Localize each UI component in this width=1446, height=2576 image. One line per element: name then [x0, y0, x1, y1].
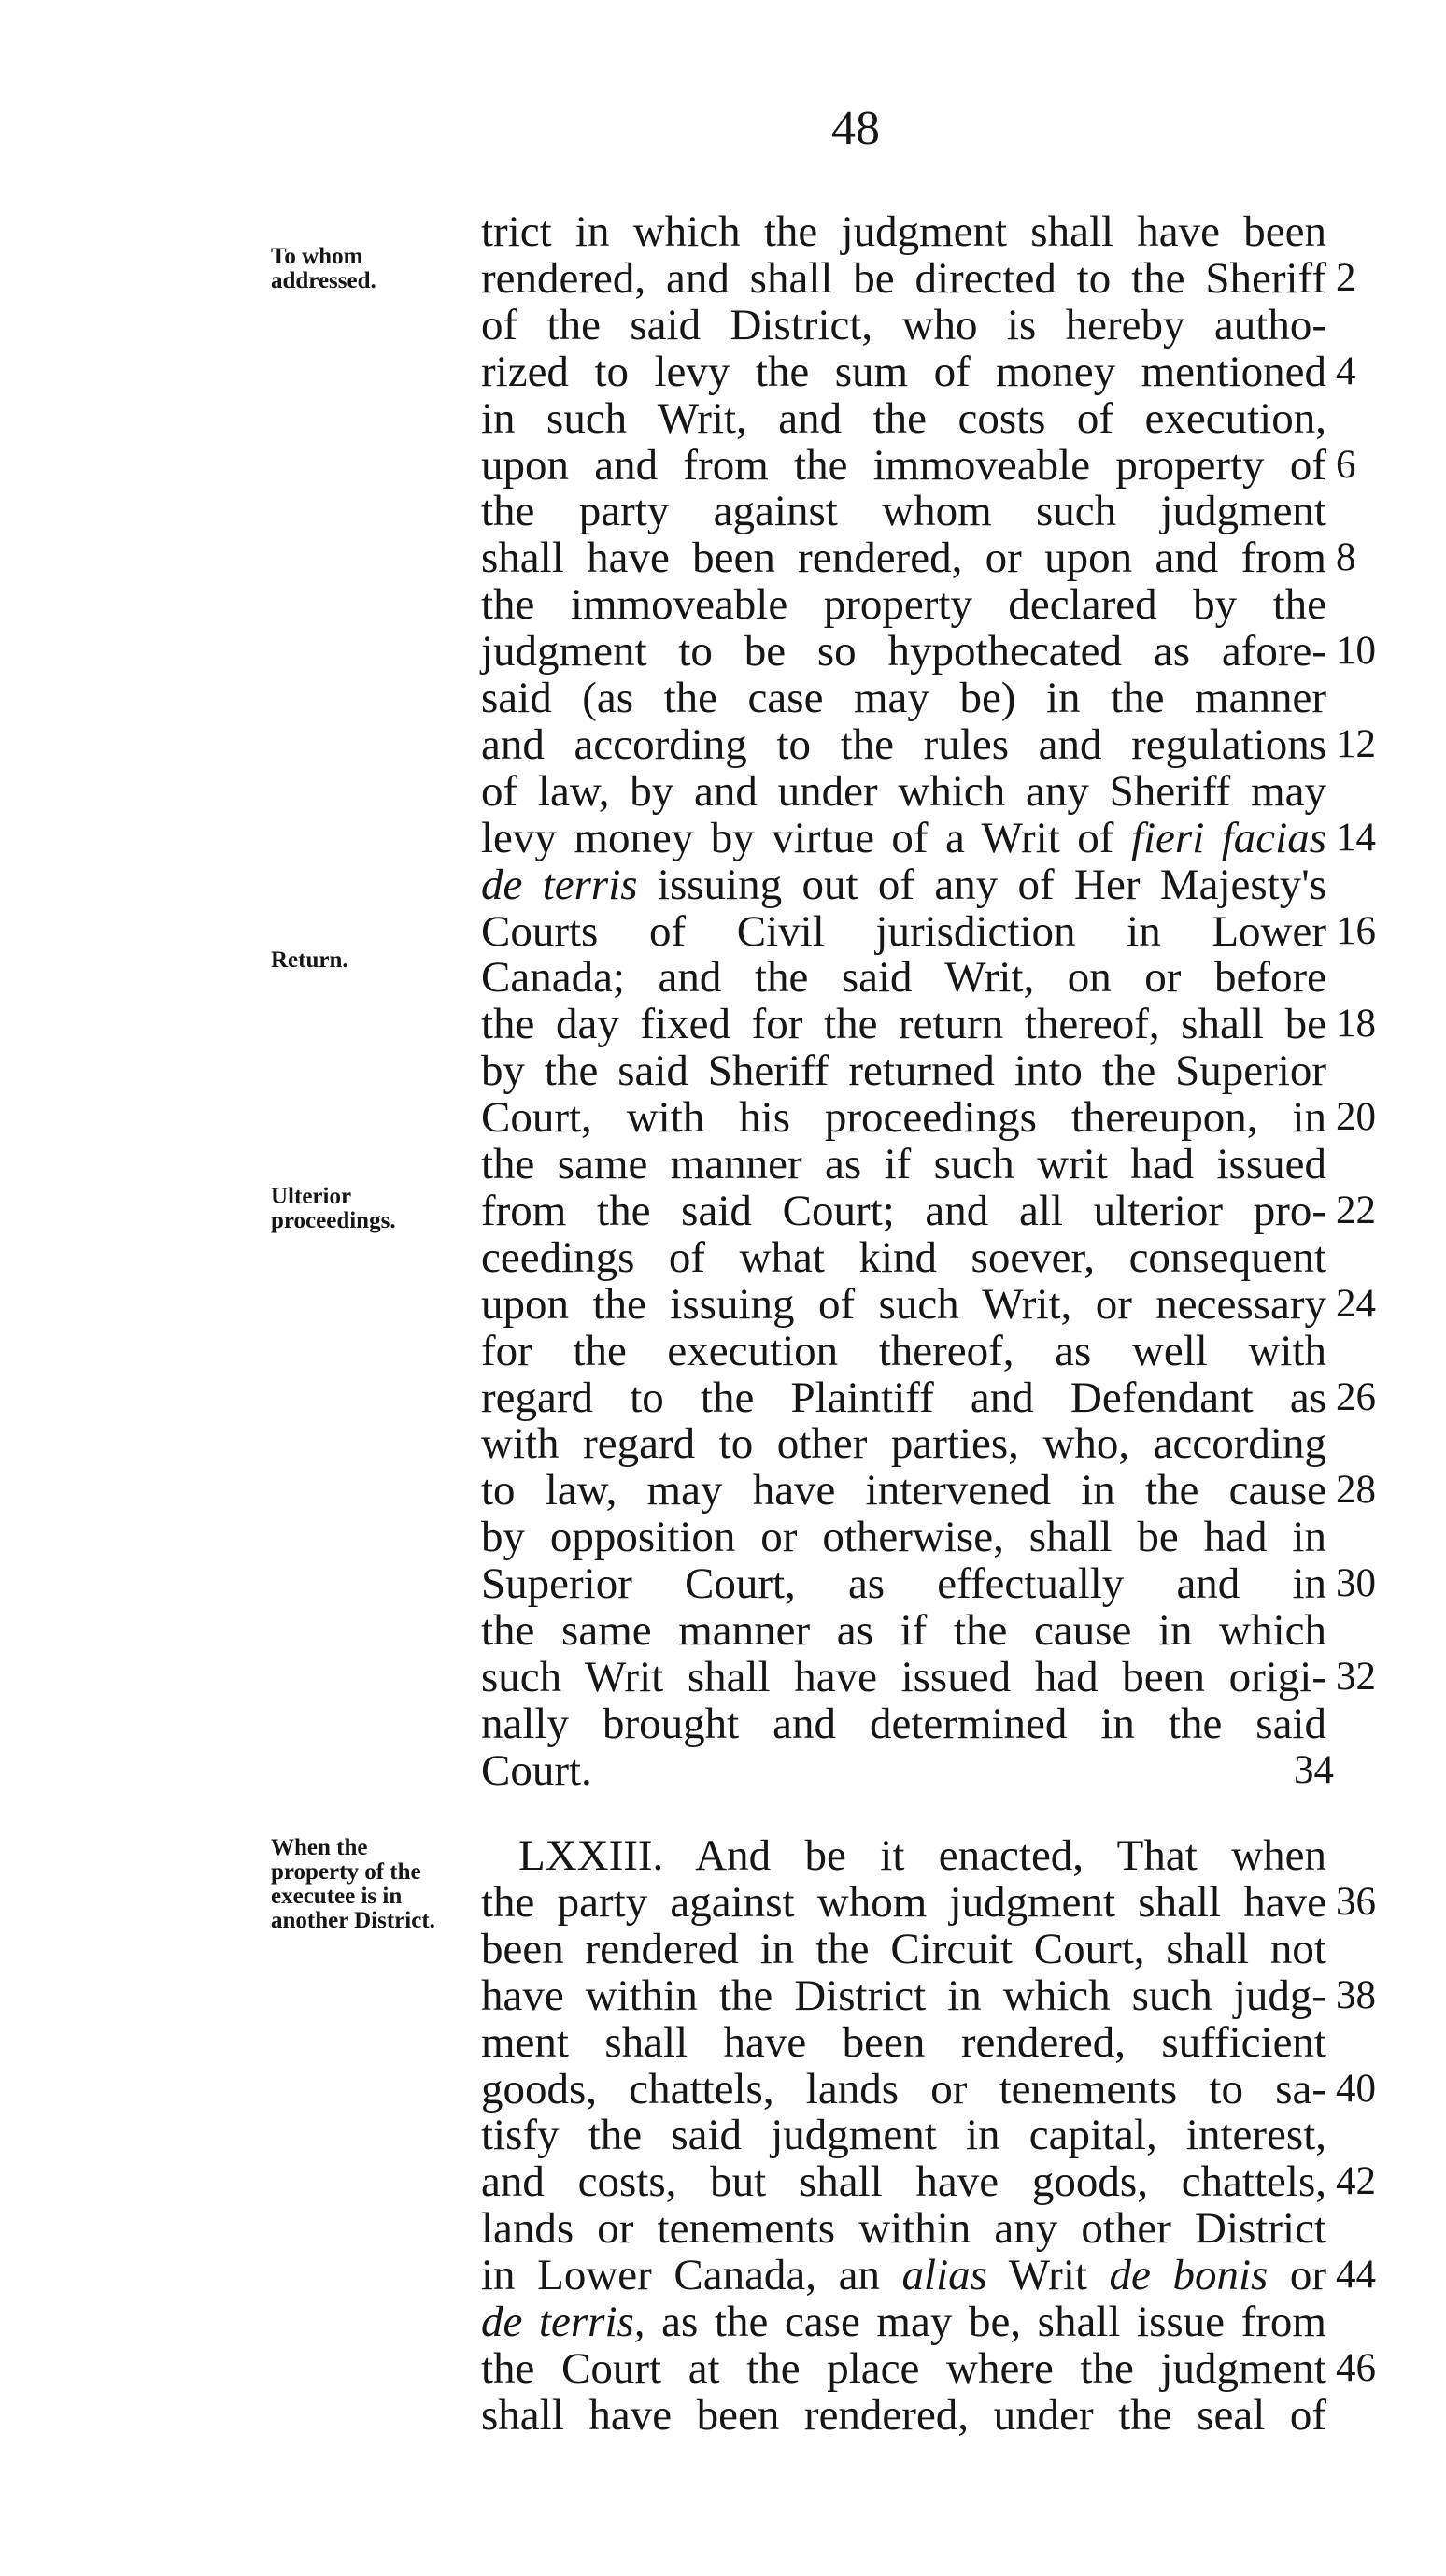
line-number: 32: [1336, 1654, 1376, 1699]
body-line: [481, 1000, 1326, 1048]
italic-text: alias: [901, 2251, 987, 2300]
body-line: [481, 1280, 1326, 1329]
line-text: in Lower Canada, an: [481, 2251, 880, 2300]
margin-note-return: Return.: [271, 947, 348, 973]
line-number: 8: [1336, 535, 1356, 580]
line-text: shall have been rendered, under the seal of: [481, 2390, 1326, 2440]
line-text: upon the issuing of such Writ, or necessary: [481, 1279, 1326, 1329]
body-line: [481, 2391, 1326, 2440]
line-number: 10: [1336, 629, 1376, 674]
body-line: [481, 394, 1326, 443]
line-text: from the said Court; and all ulterior pro-: [481, 1186, 1326, 1235]
body-line: [481, 907, 1326, 956]
body-line: [481, 2065, 1326, 2113]
line-number: 44: [1336, 2253, 1376, 2298]
line-number: 30: [1336, 1561, 1376, 1606]
line-text: rendered, and shall be directed to the Sheriff: [481, 253, 1326, 303]
line-text: upon and from the immoveable property of: [481, 440, 1326, 490]
line-number: 26: [1336, 1374, 1376, 1419]
line-text: nally brought and determined in the said: [481, 1699, 1326, 1748]
body-line: [481, 1559, 1326, 1608]
body-line: [481, 487, 1326, 535]
body-line: [481, 1513, 1326, 1561]
line-number: 34: [1294, 1747, 1334, 1792]
body-line: [481, 254, 1326, 303]
line-text: trict in which the judgment shall have been: [481, 207, 1326, 256]
body-line: [481, 814, 1326, 862]
body-line: [481, 2157, 1326, 2206]
body-line: [481, 1233, 1326, 1282]
line-text: been rendered in the Circuit Court, shall not: [481, 1924, 1326, 1973]
body-line: [481, 1327, 1326, 1375]
line-text: the same manner as if such writ had issued: [481, 1140, 1326, 1188]
body-line: [481, 2018, 1326, 2067]
line-text: the party against whom judgment shall have: [481, 1877, 1326, 1927]
line-text: ceedings of what kind soever, consequent: [481, 1232, 1326, 1282]
italic-text: de terris: [481, 860, 638, 909]
body-line: [481, 861, 1326, 909]
line-text: the same manner as if the cause in which: [481, 1606, 1326, 1655]
margin-note-ulterior-proceedings: Ulterior proceedings.: [271, 1184, 396, 1233]
line-text: lands or tenements within any other District: [481, 2204, 1326, 2254]
line-text: ment shall have been rendered, sufficient: [481, 2017, 1326, 2067]
line-text: in such Writ, and the costs of execution,: [481, 393, 1326, 443]
body-line: [481, 534, 1326, 582]
body-line: [481, 2298, 1326, 2346]
body-line: [481, 1925, 1326, 1973]
body-line: [481, 301, 1326, 349]
line-text: the immoveable property declared by the: [481, 580, 1326, 630]
line-text: the day fixed for the return thereof, shall be: [481, 1000, 1326, 1049]
line-text: to law, may have intervened in the cause: [481, 1466, 1326, 1516]
body-line: [481, 207, 1326, 256]
line-text: rized to levy the sum of money mentioned: [481, 347, 1326, 396]
body-line: [481, 1466, 1326, 1515]
body-line: [481, 1187, 1326, 1235]
body-line: [481, 2111, 1326, 2159]
line-text: have within the District in which such judg-: [481, 1971, 1326, 2020]
line-text: Court.: [481, 1745, 592, 1795]
italic-text: fieri facias: [1130, 813, 1327, 862]
line-text: tisfy the said judgment in capital, interest,: [481, 2111, 1326, 2160]
line-number: 22: [1336, 1188, 1376, 1232]
body-line: [481, 1746, 1326, 1795]
italic-text: de bonis: [1109, 2251, 1269, 2300]
line-text: Courts of Civil jurisdiction in Lower: [481, 906, 1326, 956]
line-number: 38: [1336, 1972, 1376, 2017]
body-line: [481, 2344, 1326, 2393]
body-line: [481, 720, 1326, 769]
line-number: 18: [1336, 1002, 1376, 1046]
margin-note-to-whom-addressed: To whom addressed.: [271, 244, 376, 293]
line-number: 16: [1336, 908, 1376, 953]
line-number: 46: [1336, 2345, 1376, 2390]
line-number: 24: [1336, 1281, 1376, 1326]
body-line: [481, 674, 1326, 722]
body-line: [481, 1419, 1326, 1468]
line-text: as the case may be, shall issue from: [661, 2298, 1326, 2346]
line-text: and costs, but shall have goods, chattels,: [481, 2157, 1326, 2207]
line-text: the party against whom such judgment: [481, 487, 1326, 536]
line-text: goods, chattels, lands or tenements to sa-: [481, 2064, 1326, 2113]
body-line: [481, 1606, 1326, 1655]
line-text: levy money by virtue of a Writ of: [481, 813, 1114, 862]
body-line: [481, 580, 1326, 629]
line-text: with regard to other parties, who, according: [481, 1419, 1326, 1469]
line-number: 14: [1336, 815, 1376, 860]
body-line: [481, 1700, 1326, 1748]
page-number: 48: [831, 102, 880, 155]
body-line: [481, 2251, 1326, 2299]
line-number: 36: [1336, 1879, 1376, 1924]
line-text: by the said Sheriff returned into the Superior: [481, 1046, 1326, 1096]
line-text: the Court at the place where the judgment: [481, 2343, 1326, 2393]
line-text: said (as the case may be) in the manner: [481, 674, 1326, 722]
line-text: judgment to be so hypothecated as afore-: [481, 627, 1326, 676]
line-text: regard to the Plaintiff and Defendant as: [481, 1373, 1326, 1422]
line-number: 40: [1336, 2066, 1376, 2111]
line-text: by opposition or otherwise, shall be had in: [481, 1513, 1326, 1562]
body-line: [481, 348, 1326, 396]
italic-text: de terris,: [481, 2298, 645, 2346]
body-line: [481, 1878, 1326, 1927]
body-line: [481, 1971, 1326, 2020]
line-text: for the execution thereof, as well with: [481, 1326, 1326, 1375]
body-line: [481, 1093, 1326, 1142]
line-number: 12: [1336, 721, 1376, 766]
line-text: LXXIII. And be it enacted, That when: [518, 1831, 1326, 1880]
line-number: 42: [1336, 2159, 1376, 2204]
line-number: 2: [1336, 255, 1356, 300]
line-text: of the said District, who is hereby autho-: [481, 300, 1326, 349]
line-number: 20: [1336, 1095, 1376, 1140]
line-text: Canada; and the said Writ, on or before: [481, 953, 1326, 1003]
line-text: such Writ shall have issued had been origi-: [481, 1652, 1326, 1701]
body-line: [481, 1140, 1326, 1188]
body-line: [481, 2204, 1326, 2253]
body-line: [481, 1653, 1326, 1701]
line-text: Court, with his proceedings thereupon, in: [481, 1093, 1326, 1143]
line-text: shall have been rendered, or upon and from: [481, 534, 1326, 583]
line-text: Superior Court, as effectually and in: [481, 1559, 1326, 1609]
line-number: 28: [1336, 1468, 1376, 1513]
body-line: [481, 1373, 1326, 1422]
line-text: and according to the rules and regulations: [481, 719, 1326, 769]
line-text: issuing out of any of Her Majesty's: [657, 860, 1326, 909]
line-text: or: [1289, 2251, 1327, 2300]
line-text: of law, by and under which any Sheriff may: [481, 766, 1326, 816]
body-line: [481, 627, 1326, 676]
body-line: [481, 1831, 1326, 1880]
body-line: [481, 953, 1326, 1002]
line-text: Writ: [1008, 2251, 1087, 2300]
line-number: 6: [1336, 442, 1356, 487]
margin-note-when-property-in-another-district: When the property of the executee is in another District.: [271, 1835, 435, 1933]
line-number: 4: [1336, 349, 1356, 393]
body-line: [481, 767, 1326, 816]
body-line: [481, 441, 1326, 490]
body-line: [481, 1046, 1326, 1095]
